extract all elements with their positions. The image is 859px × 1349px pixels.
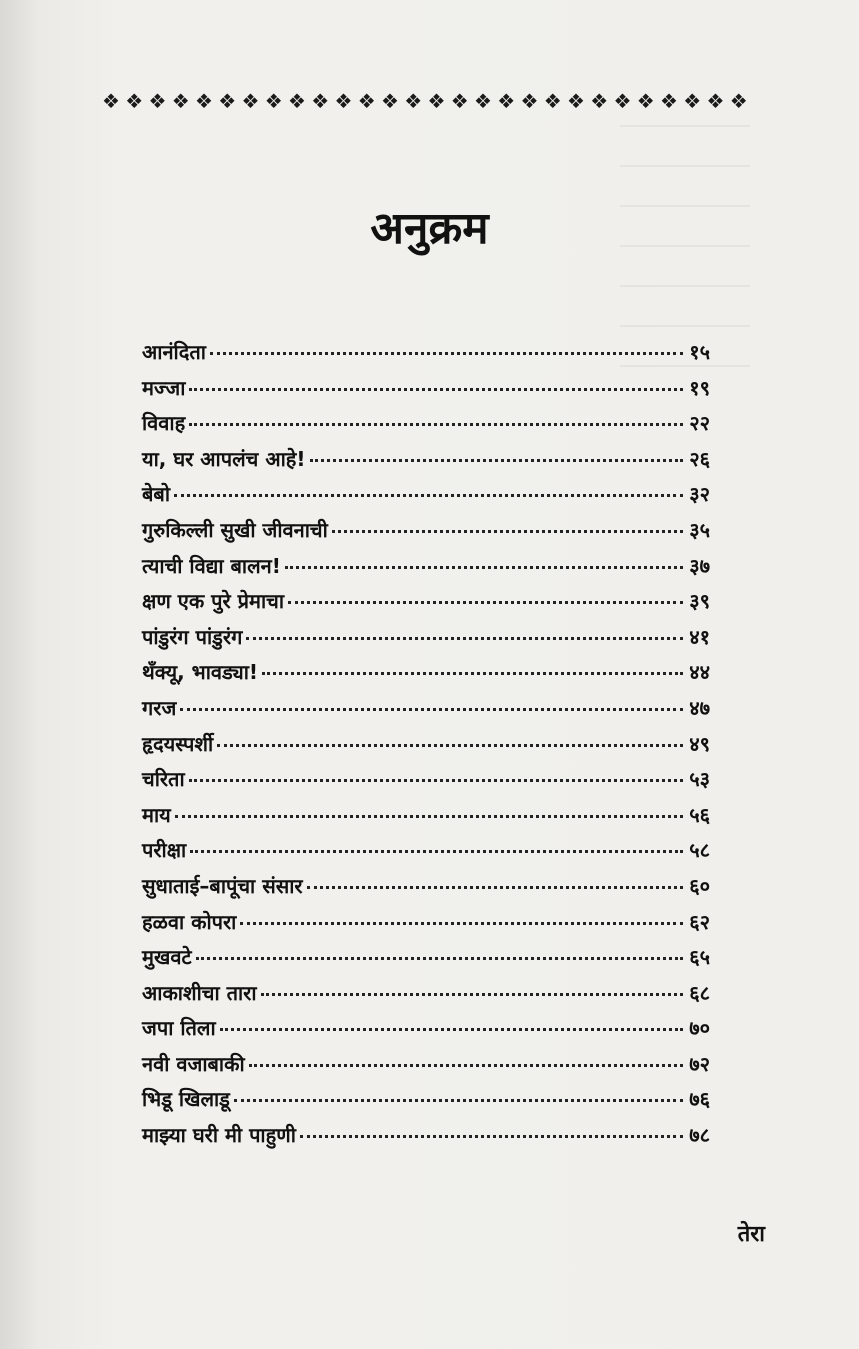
page-number-label: तेरा	[737, 1222, 765, 1247]
ornament-flower-icon: ❖	[381, 89, 399, 113]
ornamental-border	[100, 86, 750, 116]
dot-leader	[190, 850, 683, 853]
ornament-flower-icon: ❖	[543, 89, 562, 113]
toc-entry-page: २२	[689, 411, 710, 436]
ornament-flower-icon: ❖	[706, 89, 725, 113]
toc-entry	[142, 694, 710, 730]
dot-leader	[288, 601, 683, 604]
ornament-flower-icon: ❖	[613, 89, 632, 113]
toc-entry	[142, 836, 710, 872]
ornament-flower-icon: ❖	[404, 89, 423, 113]
toc-entry-title: हृदयस्पर्शी	[142, 731, 214, 756]
contents-heading: अनुक्रम	[370, 203, 489, 254]
toc-entry	[142, 801, 710, 837]
ornament-flower-icon: ❖	[497, 89, 516, 113]
toc-entry-title: मज्जा	[142, 375, 186, 400]
ornament-flower-icon: ❖	[660, 89, 678, 113]
toc-entry-title: भिडू खिलाडू	[142, 1087, 230, 1112]
toc-entry-page: ४१	[689, 624, 710, 649]
ornament-flower-icon: ❖	[590, 89, 609, 113]
ornament-flower-icon: ❖	[683, 89, 702, 113]
toc-entry	[142, 730, 710, 766]
toc-entry	[142, 979, 710, 1015]
toc-entry	[142, 409, 710, 445]
toc-entry-title: गुरुकिल्ली सुखी जीवनाची	[142, 517, 328, 542]
ornament-flower-icon: ❖	[474, 89, 492, 113]
toc-entry-page: २६	[689, 446, 710, 471]
toc-entry-title: बेबो	[142, 482, 171, 507]
ornament-flower-icon: ❖	[241, 89, 260, 113]
toc-entry-page: ६०	[689, 873, 710, 898]
toc-entry	[142, 445, 710, 481]
dot-leader	[310, 459, 684, 462]
toc-entry-page: ३९	[689, 589, 710, 614]
toc-entry	[142, 908, 710, 944]
dot-leader	[234, 1099, 683, 1102]
toc-entry	[142, 374, 710, 410]
dot-leader	[285, 566, 683, 569]
ornament-flower-icon: ❖	[357, 89, 376, 113]
toc-entry-title: हळवा कोपरा	[142, 909, 237, 934]
dot-leader	[220, 1028, 684, 1031]
toc-entry-page: ५६	[689, 802, 710, 827]
dot-leader	[210, 352, 683, 355]
toc-entry	[142, 1085, 710, 1121]
toc-entry-title: क्षण एक पुरे प्रेमाचा	[142, 589, 285, 614]
toc-entry-page: ६५	[689, 945, 710, 970]
ornament-flower-icon: ❖	[171, 89, 190, 113]
toc-entry-page: ४७	[689, 695, 710, 720]
ornament-flower-icon: ❖	[520, 89, 539, 113]
ornament-flower-icon: ❖	[427, 89, 446, 113]
toc-entry-title: थँक्यू, भावड्या!	[142, 660, 259, 685]
toc-entry	[142, 552, 710, 588]
toc-entry-page: ६८	[689, 980, 710, 1005]
toc-entry-page: ७६	[689, 1087, 710, 1112]
toc-entry-title: आनंदिता	[142, 340, 206, 364]
dot-leader	[180, 708, 683, 711]
dot-leader	[189, 779, 684, 782]
dot-leader	[307, 886, 684, 889]
toc-entry-page: ३२	[689, 482, 710, 507]
toc-entry-title: पांडुरंग पांडुरंग	[142, 624, 243, 649]
toc-entry-title: माय	[142, 802, 171, 827]
toc-entry-page: ५३	[689, 767, 710, 792]
toc-entry-page: ५८	[689, 838, 710, 863]
toc-entry-title: मुखवटे	[142, 945, 192, 970]
toc-entry	[142, 1014, 710, 1050]
toc-entry-title: त्याची विद्या बालन!	[142, 553, 281, 578]
ornament-flower-icon: ❖	[288, 89, 306, 113]
dot-leader	[196, 957, 684, 960]
ornament-flower-icon: ❖	[334, 89, 353, 113]
ornament-flower-icon: ❖	[102, 89, 120, 113]
toc-entry-title: सुधाताई–बापूंचा संसार	[142, 873, 303, 898]
dot-leader	[249, 1064, 684, 1067]
toc-entry-page: १९	[689, 375, 710, 400]
dot-leader	[261, 993, 684, 996]
toc-entry	[142, 872, 710, 908]
ornament-flower-icon: ❖	[218, 89, 237, 113]
ornament-flower-icon: ❖	[125, 89, 144, 113]
dot-leader	[189, 423, 683, 426]
toc-entry	[142, 943, 710, 979]
dot-leader	[246, 637, 683, 640]
toc-entry-page: १५	[689, 340, 710, 364]
ornament-flower-icon: ❖	[264, 89, 283, 113]
ornament-flower-icon: ❖	[729, 89, 748, 113]
dot-leader	[174, 494, 683, 497]
toc-entry-title: माझ्या घरी मी पाहुणी	[142, 1123, 296, 1148]
toc-entry	[142, 338, 710, 374]
toc-entry-title: परीक्षा	[142, 838, 187, 863]
toc-entry-page: ७८	[689, 1123, 710, 1148]
toc-entry-page: ६२	[689, 909, 710, 934]
toc-entry	[142, 587, 710, 623]
toc-entry-page: ४४	[689, 660, 710, 685]
toc-entry-title: विवाह	[142, 411, 186, 436]
toc-entry-title: आकाशीचा तारा	[142, 980, 257, 1005]
toc-entry-page: ३५	[689, 517, 710, 542]
toc-entry-title: गरज	[142, 695, 177, 720]
toc-entry-title: चरिता	[142, 767, 185, 792]
toc-entry	[142, 765, 710, 801]
toc-entry-page: ७२	[689, 1051, 710, 1076]
dot-leader	[262, 672, 683, 675]
toc-entry	[142, 623, 710, 659]
ornament-flower-icon: ❖	[567, 89, 585, 113]
dot-leader	[189, 388, 683, 391]
toc-entry-title: या, घर आपलंच आहे!	[142, 446, 306, 471]
toc-entry	[142, 480, 710, 516]
ornament-flower-icon: ❖	[311, 89, 330, 113]
dot-leader	[217, 744, 683, 747]
toc-entry-page: ७०	[689, 1016, 710, 1041]
toc-entry-page: ४९	[689, 731, 710, 756]
table-of-contents	[142, 338, 710, 1157]
ornament-flower-icon: ❖	[450, 89, 469, 113]
toc-entry-title: जपा तिला	[142, 1016, 216, 1041]
ornament-flower-icon: ❖	[148, 89, 167, 113]
dot-leader	[240, 922, 683, 925]
toc-entry	[142, 1121, 710, 1157]
toc-entry	[142, 516, 710, 552]
dot-leader	[332, 530, 683, 533]
ornament-flower-icon: ❖	[636, 89, 655, 113]
toc-entry-page: ३७	[689, 553, 710, 578]
toc-entry-title: नवी वजाबाकी	[142, 1051, 245, 1076]
dot-leader	[300, 1135, 683, 1138]
dot-leader	[175, 815, 683, 818]
ornament-flower-icon: ❖	[195, 89, 213, 113]
toc-entry	[142, 1050, 710, 1086]
toc-entry	[142, 658, 710, 694]
